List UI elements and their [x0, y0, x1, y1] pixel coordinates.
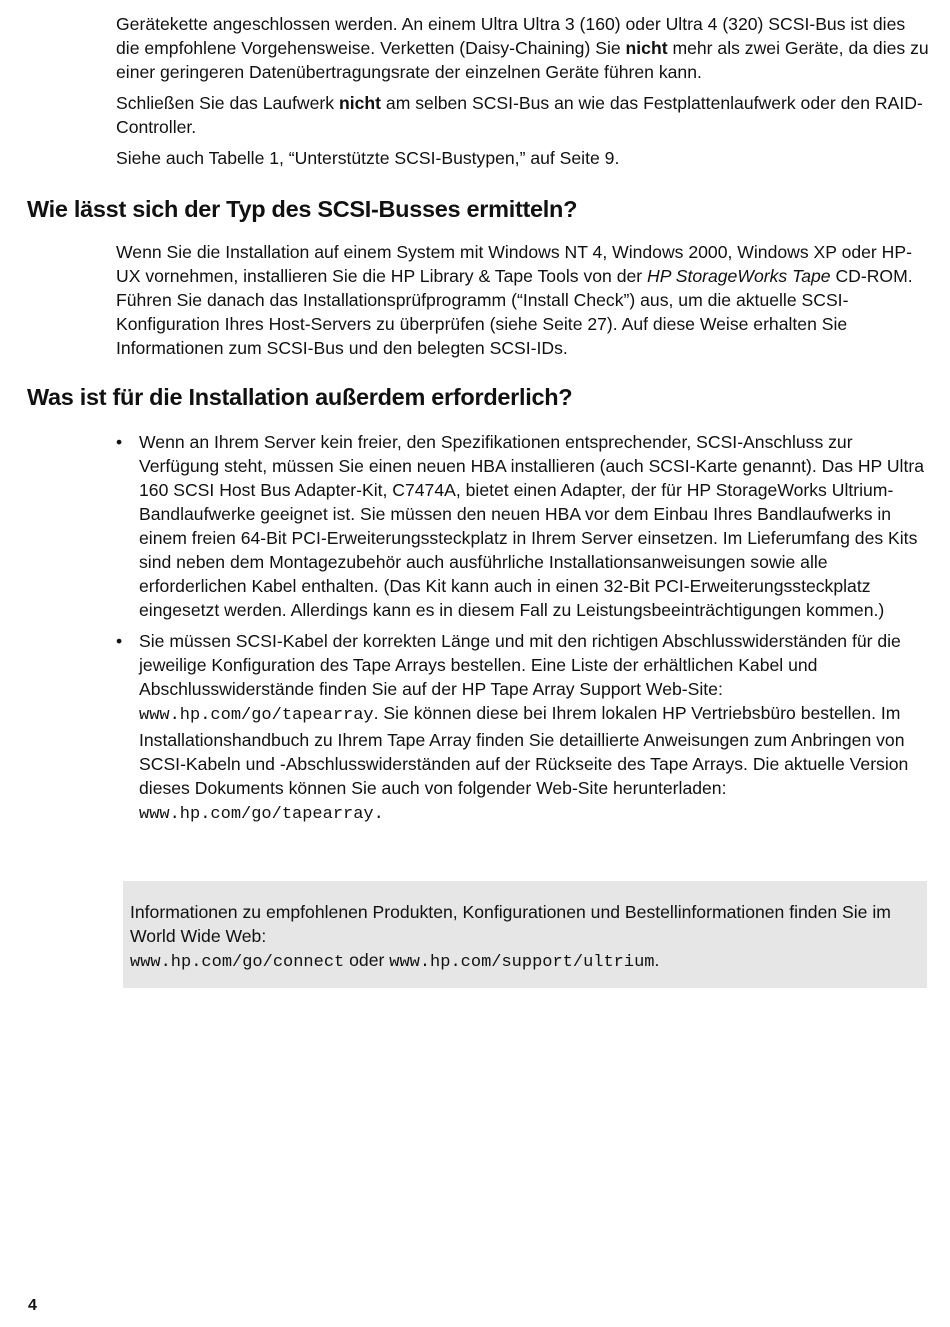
note-text: Informationen zu empfohlenen Produkten, Konfigurationen und Bestellinformationen finden Sie im World Wide Web: www.hp.com/go/connect oder www.hp.com/support/ultrium.	[130, 902, 891, 972]
bullet-icon: •	[116, 432, 123, 452]
ultrium-support-link[interactable]: www.hp.com/support/ultrium	[389, 953, 655, 972]
section-heading-scsi-bus-type: Wie lässt sich der Typ des SCSI-Busses ermitteln?	[27, 196, 578, 222]
product-name-italic: HP StorageWorks Tape	[647, 266, 831, 286]
tapearray-link[interactable]: www.hp.com/go/tapearray.	[139, 805, 384, 824]
requirements-list	[116, 430, 934, 827]
section1-body: Wenn Sie die Installation auf einem System mit Windows NT 4, Windows 2000, Windows XP oder HP-UX vornehmen, installieren Sie die HP Library & Tape Tools von der HP StorageWorks Tape CD-ROM. Führen Sie danach das Installationsprüfprogramm (“Install Check”) aus, um die aktuelle SCSI-Konfiguration Ihres Host-Servers zu überprüfen (siehe Seite 27). Auf diese Weise erhalten Sie Informationen zum SCSI-Bus und den belegten SCSI-IDs.	[116, 242, 913, 358]
bullet-icon: •	[116, 631, 123, 651]
connect-link[interactable]: www.hp.com/go/connect	[130, 953, 345, 972]
list-item: • Wenn an Ihrem Server kein freier, den Spezifikationen entsprechender, SCSI-Anschluss zur Verfügung steht, müssen Sie einen neuen HBA installieren (auch SCSI-Karte genannt). Das HP Ultra 160 SCSI Host Bus Adapter-Kit, C7474A, bietet einen Adapter, der für HP StorageWorks Ultrium-Bandlaufwerke geeignet ist. Sie müssen den neuen HBA vor dem Einbau Ihres Bandlaufwerks in einem freien 64-Bit PCI-Erweiterungssteckplatz in Ihrem Server einsetzen. Im Lieferumfang des Kits sind neben dem Montagezubehör auch ausführliche Installationsanweisungen sowie alle erforderlichen Kabel enthalten. (Das Kit kann auch in einen 32-Bit PCI-Erweiterungssteckplatz eingesetzt werden. Allerdings kann es in diesem Fall zu Leistungsbeeinträchtigungen kommen.)	[116, 432, 924, 620]
intro-paragraph-2: Schließen Sie das Laufwerk nicht am selben SCSI-Bus an wie das Festplattenlaufwerk oder den RAID-Controller.	[116, 93, 923, 137]
page-number: 4	[28, 1297, 37, 1314]
section-heading-installation-requirements: Was ist für die Installation außerdem erforderlich?	[27, 384, 573, 410]
intro-paragraph-3: Siehe auch Tabelle 1, “Unterstützte SCSI-Bustypen,” auf Seite 9.	[116, 148, 620, 168]
intro-paragraph-1: Gerätekette angeschlossen werden. An einem Ultra Ultra 3 (160) oder Ultra 4 (320) SCSI-Bus ist dies die empfohlene Vorgehensweise. Verketten (Daisy-Chaining) Sie nicht mehr als zwei Geräte, da dies zu einer geringeren Datenübertragungsrate der einzelnen Geräte führen kann.	[116, 14, 929, 82]
list-item: • Sie müssen SCSI-Kabel der korrekten Länge und mit den richtigen Abschlusswiderständen für die jeweilige Konfiguration des Tape Arrays bestellen. Eine Liste der erhältlichen Kabel und Abschlusswiderstände finden Sie auf der HP Tape Array Support Web-Site: www.hp.com/go/tapearray. Sie können diese bei Ihrem lokalen HP Vertriebsbüro bestellen. Im Installationshandbuch zu Ihrem Tape Array finden Sie detaillierte Anweisungen zum Anbringen von SCSI-Kabeln und -Abschlusswiderständen auf der Rückseite des Tape Arrays. Die aktuelle Version dieses Dokuments können Sie auch von folgender Web-Site herunterladen: www.hp.com/go/tapearray.	[116, 631, 909, 824]
info-note-box	[123, 881, 927, 988]
emphasis-nicht: nicht	[338, 93, 382, 113]
emphasis-nicht: nicht	[625, 38, 668, 58]
tapearray-link[interactable]: www.hp.com/go/tapearray	[139, 706, 374, 725]
